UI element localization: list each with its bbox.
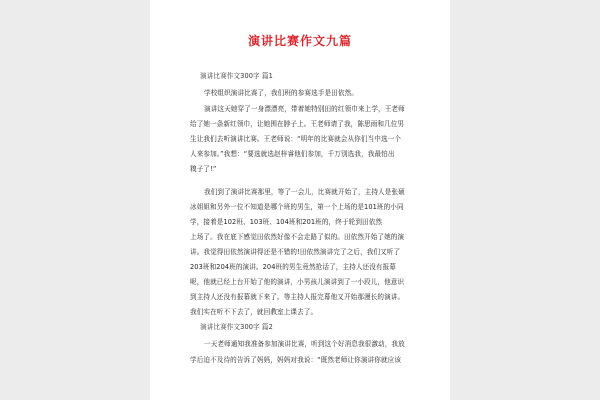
paragraph-line: 学，接着是102班、103班、104班和201班的，终于轮到田依然 <box>190 218 383 226</box>
paragraph-line: 203班和204班的演讲。204班的男生竟然抢话了，主持人还没有报幕 <box>190 263 396 271</box>
paragraph-line: 我们实在听不下去了，就回教室上课去了。 <box>190 308 318 316</box>
paragraph-line: 呢，他就已经上台开始了他的演讲，小男孩儿演讲到了一小段儿，他意识 <box>190 278 405 286</box>
paragraph-line: 一天老师通知我准备参加演讲比赛，听到这个好消息我很激动，我放 <box>204 340 405 348</box>
paragraph-line: 学校组织演讲比赛了，我们班的参赛选手是田依然。 <box>204 89 358 97</box>
paragraph-line: 冰姐姐和另外一位不知道是哪个班的男生，第一个上场的是101班的小同 <box>190 203 404 211</box>
paragraph-line: 到主持人还没有报幕就下来了。等主持人报完幕他又开始那漫长的演讲。 <box>190 293 405 301</box>
paragraph-line: 生让我们去听演讲比赛。王老师说：“明年的比赛就会从你们当中选一个 <box>190 135 402 143</box>
paragraph-line: 人来参加。”我想：“要选就选赵梓睿他们参加，千万别选我，我最怕出 <box>190 150 395 158</box>
section-heading: 演讲比赛作文300字 篇1 <box>200 72 273 80</box>
paragraph-line: 我们到了演讲比赛那里，等了一会儿，比赛就开始了，主持人是张硕 <box>204 188 405 196</box>
paragraph-line: 学后迫不及待的告诉了妈妈，妈妈对我说：“既然老师让你演讲你就应该 <box>190 356 402 364</box>
paragraph-line: 给了她一条新红领巾，让她围在脖子上。王老师请了我，陈思雨和几位男 <box>190 120 405 128</box>
paragraph-line: 讲。我觉得田依然演讲得还是不错的!田依然演讲完了之后，我们又听了 <box>190 248 401 256</box>
section-heading: 演讲比赛作文300字 篇2 <box>200 323 273 331</box>
document-page <box>150 0 450 400</box>
document-title: 演讲比赛作文九篇 <box>247 34 352 48</box>
paragraph-line: 糗子了!” <box>190 165 217 173</box>
paragraph-line: 演讲这天她穿了一身漂漂亮，带着她特别田的红领巾来上学，王老师 <box>204 105 405 113</box>
paragraph-line: 上场了。我在底下感觉田依然好像不会走路了似的。田依然开始了她的演 <box>190 233 405 241</box>
